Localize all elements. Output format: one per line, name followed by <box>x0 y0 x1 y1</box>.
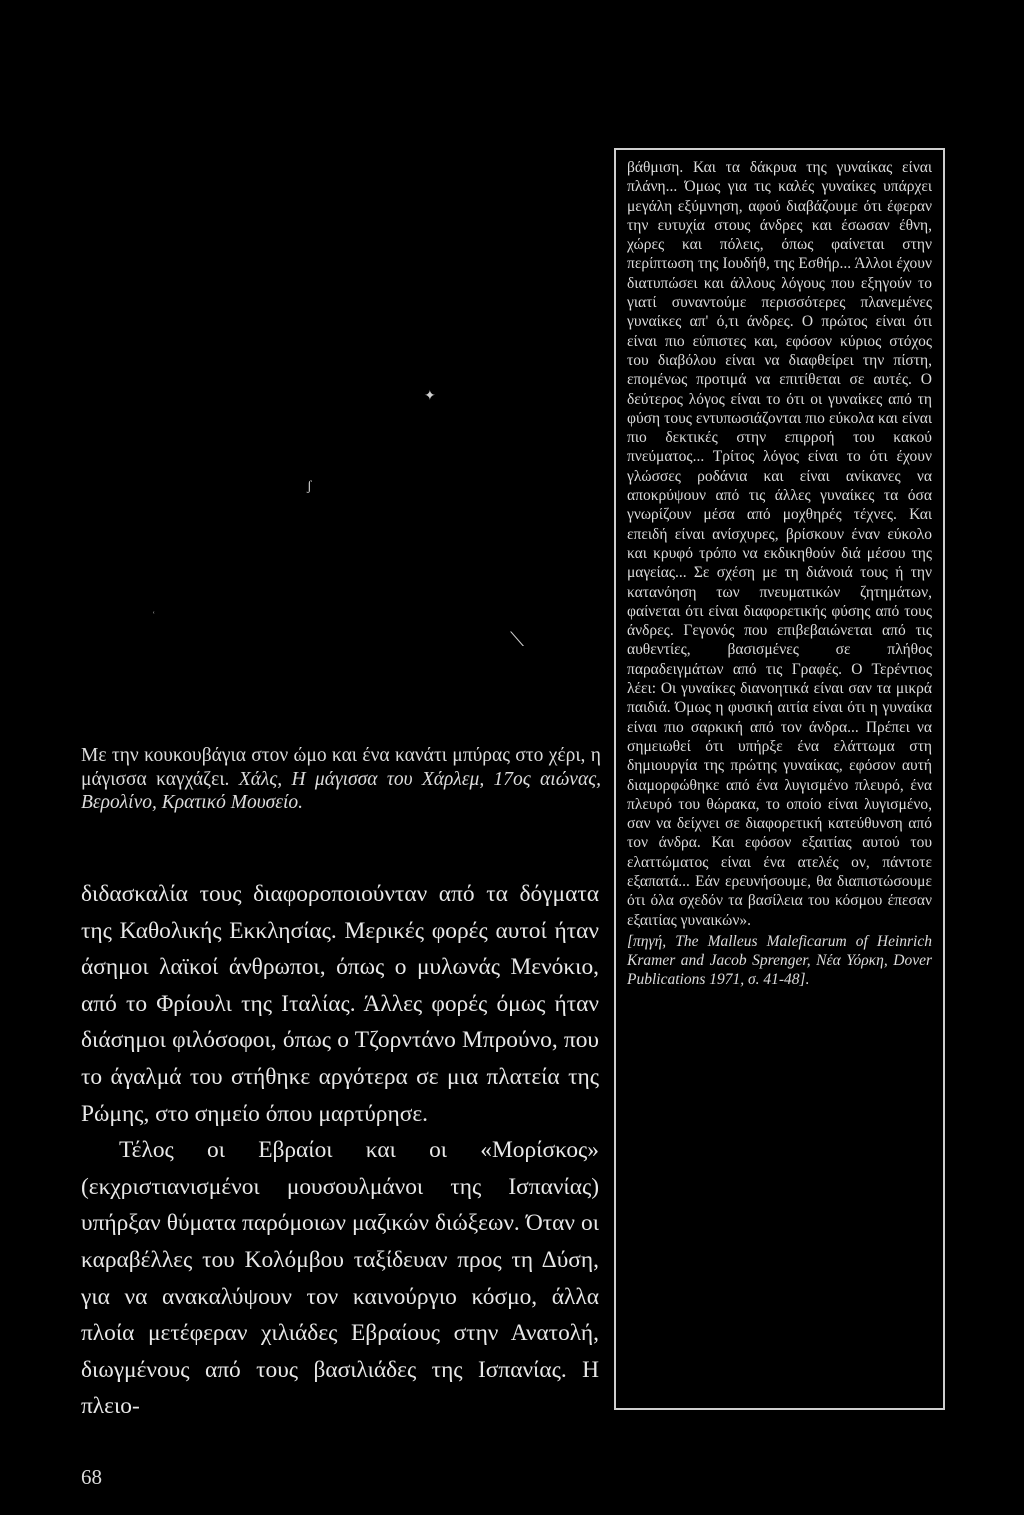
figure-caption <box>81 744 601 815</box>
sidebar-source-citation: [πηγή, The Malleus Maleficarum of Heinrich Kramer and Jacob Sprenger, Νέα Υόρκη, Dover Publications 1971, σ. 41-48]. <box>627 932 932 989</box>
main-body-text <box>81 876 599 1425</box>
caption-credit: Χάλς, Η μάγισσα του Χάρλεμ, 17ος αιώνας, Βερολίνο, Κρατικό Μουσείο. <box>81 768 601 813</box>
caption-text: Με την κουκουβάγια στον ώμο και ένα κανάτι μπύρας στο χέρι, η μάγισσα καγχάζει. <box>81 745 601 790</box>
sidebar-quote-text: βάθμιση. Και τα δάκρυα της γυναίκας είναι πλάνη... Όμως για τις καλές γυναίκες υπάρχει μεγάλη εξύμνηση, αφού διαβάζουμε ότι έφεραν την ευτυχία στους άνδρες και έσωσαν έθνη, χώρες και πόλεις, όπως φαίνεται στην περίπτωση της Ιουδήθ, της Εσθήρ... Άλλοι έχουν διατυπώσει και άλλους λόγους που εξηγούν το γιατί συναντούμε περισσότερες πλανεμένες γυναίκες απ' ό,τι άνδρες. Ο πρώτος είναι ότι είναι πιο εύπιστες και, εφόσον κύριος στόχος του διαβόλου είναι να διαφθείρει την πίστη, επομένως προτιμά να επιτίθεται σε αυτές. Ο δεύτερος λόγος είναι το ότι οι γυναίκες από τη φύση τους εντυπωσιάζονται πιο εύκολα και είναι πιο δεκτικές στην επιρροή του κακού πνεύματος... Τρίτος λόγος είναι το ότι έχουν γλώσσες ροδάνια και είναι ανίκανες να αποκρύψουν από τις άλλες γυναίκες τα όσα γνωρίζουν μέσα από μοχθηρές τέχνες. Και επειδή είναι ανίσχυρες, βρίσκουν έναν εύκολο και κρυφό τρόπο να εκδικηθούν διά μέσου της μαγείας... Σε σχέση με τη διάνοιά τους ή την κατανόηση των πνευματικών ζητημάτων, φαίνεται ότι είναι διαφορετικής φύσης από τους άνδρες. Γεγονός που επιβεβαιώνεται από τις αυθεντίες, βασισμένες σε πλήθος παραδειγμάτων από τις Γραφές. Ο Τερέντιος λέει: Οι γυναίκες διανοητικά είναι σαν τα μικρά παιδιά. Όμως η φυσική αιτία είναι ότι η γυναίκα είναι πιο σαρκική από τον άνδρα... Πρέπει να σημειωθεί ότι υπήρξε ένα ελάττωμα στη δημιουργία της πρώτης γυναίκας, εφόσον αυτή διαμορφώθηκε από ένα λυγισμένο πλευρό, ένα πλευρό του θώρακα, το οποίο είναι λυγισμένο, σαν να δείχνει σε διαφορετική κατεύθυνση από τον άνδρα. Και εφόσον εξαιτίας αυτού του ελαττώματος είναι ένα ατελές ον, πάντοτε εξαπατά... Εάν ερευνήσουμε, θα διαπιστώσουμε ότι όλα σχεδόν τα βασίλεια του κόσμου έπεσαν εξαιτίας γυναικών». <box>627 159 932 929</box>
body-paragraph-2: Τέλος οι Εβραίοι και οι «Μορίσκος» (εκχριστιανισμένοι μουσουλμάνοι της Ισπανίας) υπήρξαν θύματα παρόμοιων μαζικών διώξεων. Όταν οι καραβέλλες του Κολόμβου ταξίδευαν προς τη Δύση, για να ανακαλύψουν τον καινούργιο κόσμο, άλλα πλοία μετέφεραν χιλιάδες Εβραίους στην Ανατολή, διωγμένους από τους βασιλιάδες της Ισπανίας. Η πλειο- <box>81 1137 599 1420</box>
quote-sidebar-box <box>614 148 945 1410</box>
illustration-speck: ʿ <box>152 611 156 622</box>
illustration-speck: ʃ <box>307 479 312 494</box>
page-number: 68 <box>81 1465 102 1489</box>
illustration-speck: ✦ <box>424 389 436 404</box>
illustration-dark <box>0 0 600 740</box>
illustration-speck: ⟍ <box>510 629 524 651</box>
body-paragraph-1: διδασκαλία τους διαφοροποιούνταν από τα δόγματα της Καθολικής Εκκλησίας. Μερικές φορές αυτοί ήταν άσημοι λαϊκοί άνθρωποι, όπως ο μυλωνάς Μενόκιο, από το Φρίουλι της Ιταλίας. Άλλες φορές όμως ήταν διάσημοι φιλόσοφοι, όπως ο Τζορντάνο Μπρούνο, που το άγαλμά του στήθηκε αργότερα σε μια πλατεία της Ρώμης, στο σημείο όπου μαρτύρησε. <box>81 881 599 1127</box>
